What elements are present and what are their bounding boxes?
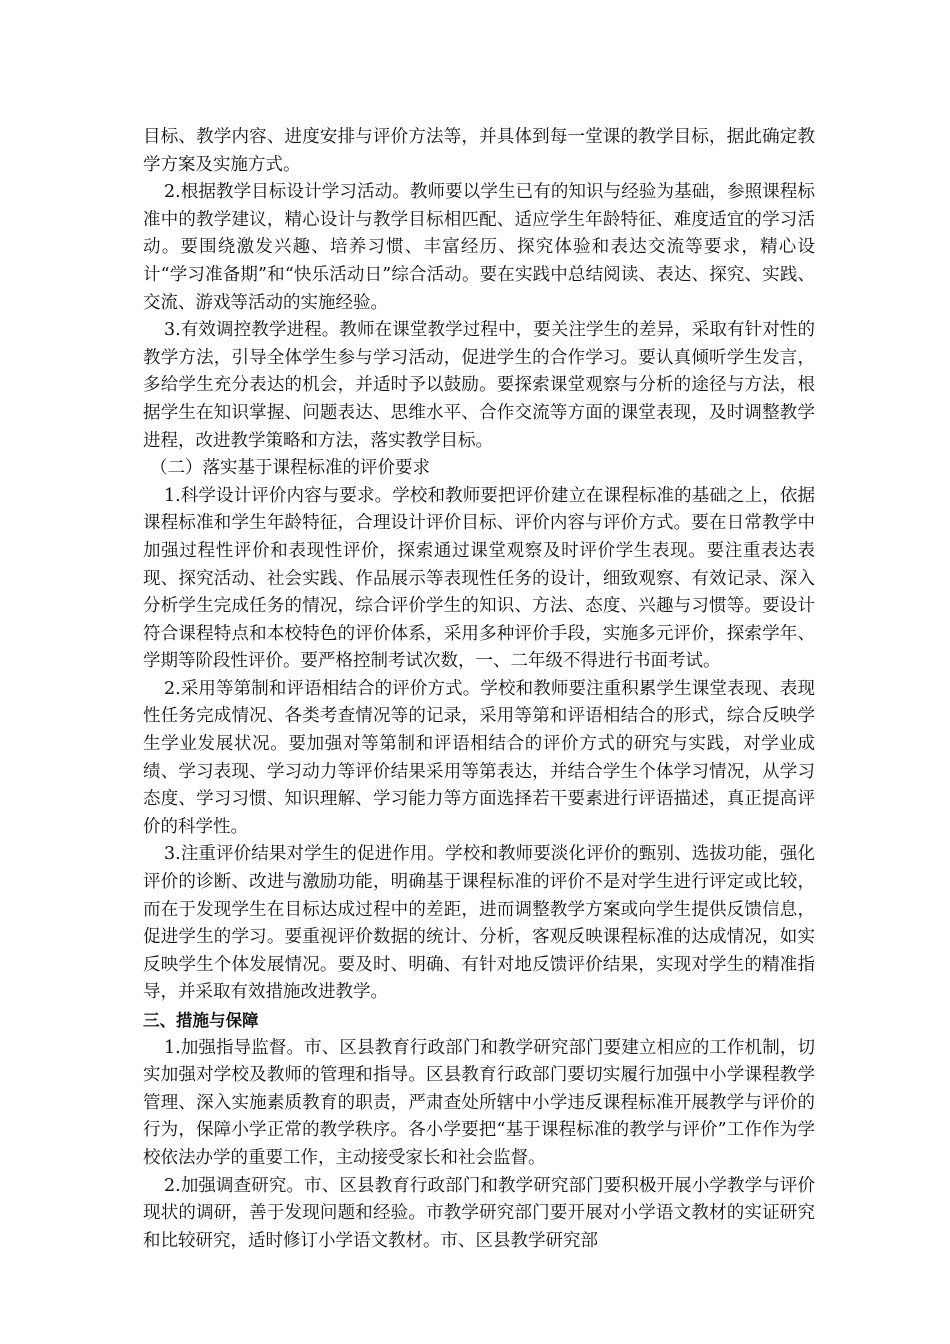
paragraph-design-activities: 2.根据教学目标设计学习活动。教师要以学生已有的知识与经验为基础，参照课程标准中的教学建议，精心设计与教学目标相匹配、适应学生年龄特征、难度适宜的学习活动。要围绕激发兴趣、培养习惯、丰富经历、探究体验和表达交流等要求，精心设计“学习准备期”和“快乐活动日”综合活动。要在实践中总结阅读、表达、探究、实践、交流、游戏等活动的实施经验。: [143, 182, 815, 313]
section-heading-evaluation: （二）落实基于课程标准的评价要求: [150, 458, 430, 479]
section-heading-measures: 三、措施与保障: [143, 1011, 259, 1030]
paragraph-evaluation-results: 3.注重评价结果对学生的促进作用。学校和教师要淡化评价的甄别、选拔功能，强化评价的诊断、改进与激励功能，明确基于课程标准的评价不是对学生进行评定或比较，而在于发现学生在目标达成过程中的差距，进而调整教学方案或向学生提供反馈信息，促进学生的学习。要重视评价数据的统计、分析，客观反映课程标准的达成情况，如实反映学生个体发展情况。要及时、明确、有针对地反馈评价结果，实现对学生的精准指导，并采取有效措施改进教学。: [143, 844, 815, 1003]
paragraph-supervision: 1.加强指导监督。市、区县教育行政部门和教学研究部门要建立相应的工作机制，切实加强对学校及教师的管理和指导。区县教育行政部门要切实履行加强中小学课程教学管理、深入实施素质教育的职责，严肃查处所辖中小学违反课程标准开展教学与评价的行为，保障小学正常的教学秩序。各小学要把“基于课程标准的教学与评价”工作作为学校依法办学的重要工作，主动接受家长和社会监督。: [143, 1037, 815, 1168]
paragraph-evaluation-content: 1.科学设计评价内容与要求。学校和教师要把评价建立在课程标准的基础之上，依据课程标准和学生年龄特征，合理设计评价目标、评价内容与评价方式。要在日常教学中加强过程性评价和表现性评价，探索通过课堂观察及时评价学生表现。要注重表达表现、探究活动、社会实践、作品展示等表现性任务的设计，细致观察、有效记录、深入分析学生完成任务的情况，综合评价学生的知识、方法、态度、兴趣与习惯等。要设计符合课程特点和本校特色的评价体系，采用多种评价手段，实施多元评价，探索学年、学期等阶段性评价。要严格控制考试次数，一、二年级不得进行书面考试。: [143, 485, 815, 672]
paragraph-control-progress: 3.有效调控教学进程。教师在课堂教学过程中，要关注学生的差异，采取有针对性的教学方法，引导全体学生参与学习活动，促进学生的合作学习。要认真倾听学生发言，多给学生充分表达的机会，并适时予以鼓励。要探索课堂观察与分析的途径与方法，根据学生在知识掌握、问题表达、思维水平、合作交流等方面的课堂表现，及时调整教学进程，改进教学策略和方法，落实教学目标。: [143, 320, 815, 451]
document-body: [143, 124, 815, 1255]
paragraph-research: 2.加强调查研究。市、区县教育行政部门和教学研究部门要积极开展小学教学与评价现状的调研，善于发现问题和经验。市教学研究部门要开展对小学语文教材的实证研究和比较研究，适时修订小学语文教材。市、区县教学研究部: [143, 1175, 815, 1251]
paragraph-continuation: 目标、教学内容、进度安排与评价方法等，并具体到每一堂课的教学目标，据此确定教学方案及实施方式。: [143, 127, 815, 175]
paragraph-grading-method: 2.采用等第制和评语相结合的评价方式。学校和教师要注重积累学生课堂表现、表现性任务完成情况、各类考查情况等的记录，采用等第和评语相结合的形式，综合反映学生学业发展状况。要加强对等第制和评语相结合的评价方式的研究与实践，对学业成绩、学习表现、学习动力等评价结果采用等第表达，并结合学生个体学习情况，从学习态度、学习习惯、知识理解、学习能力等方面选择若干要素进行评语描述，真正提高评价的科学性。: [143, 678, 815, 837]
